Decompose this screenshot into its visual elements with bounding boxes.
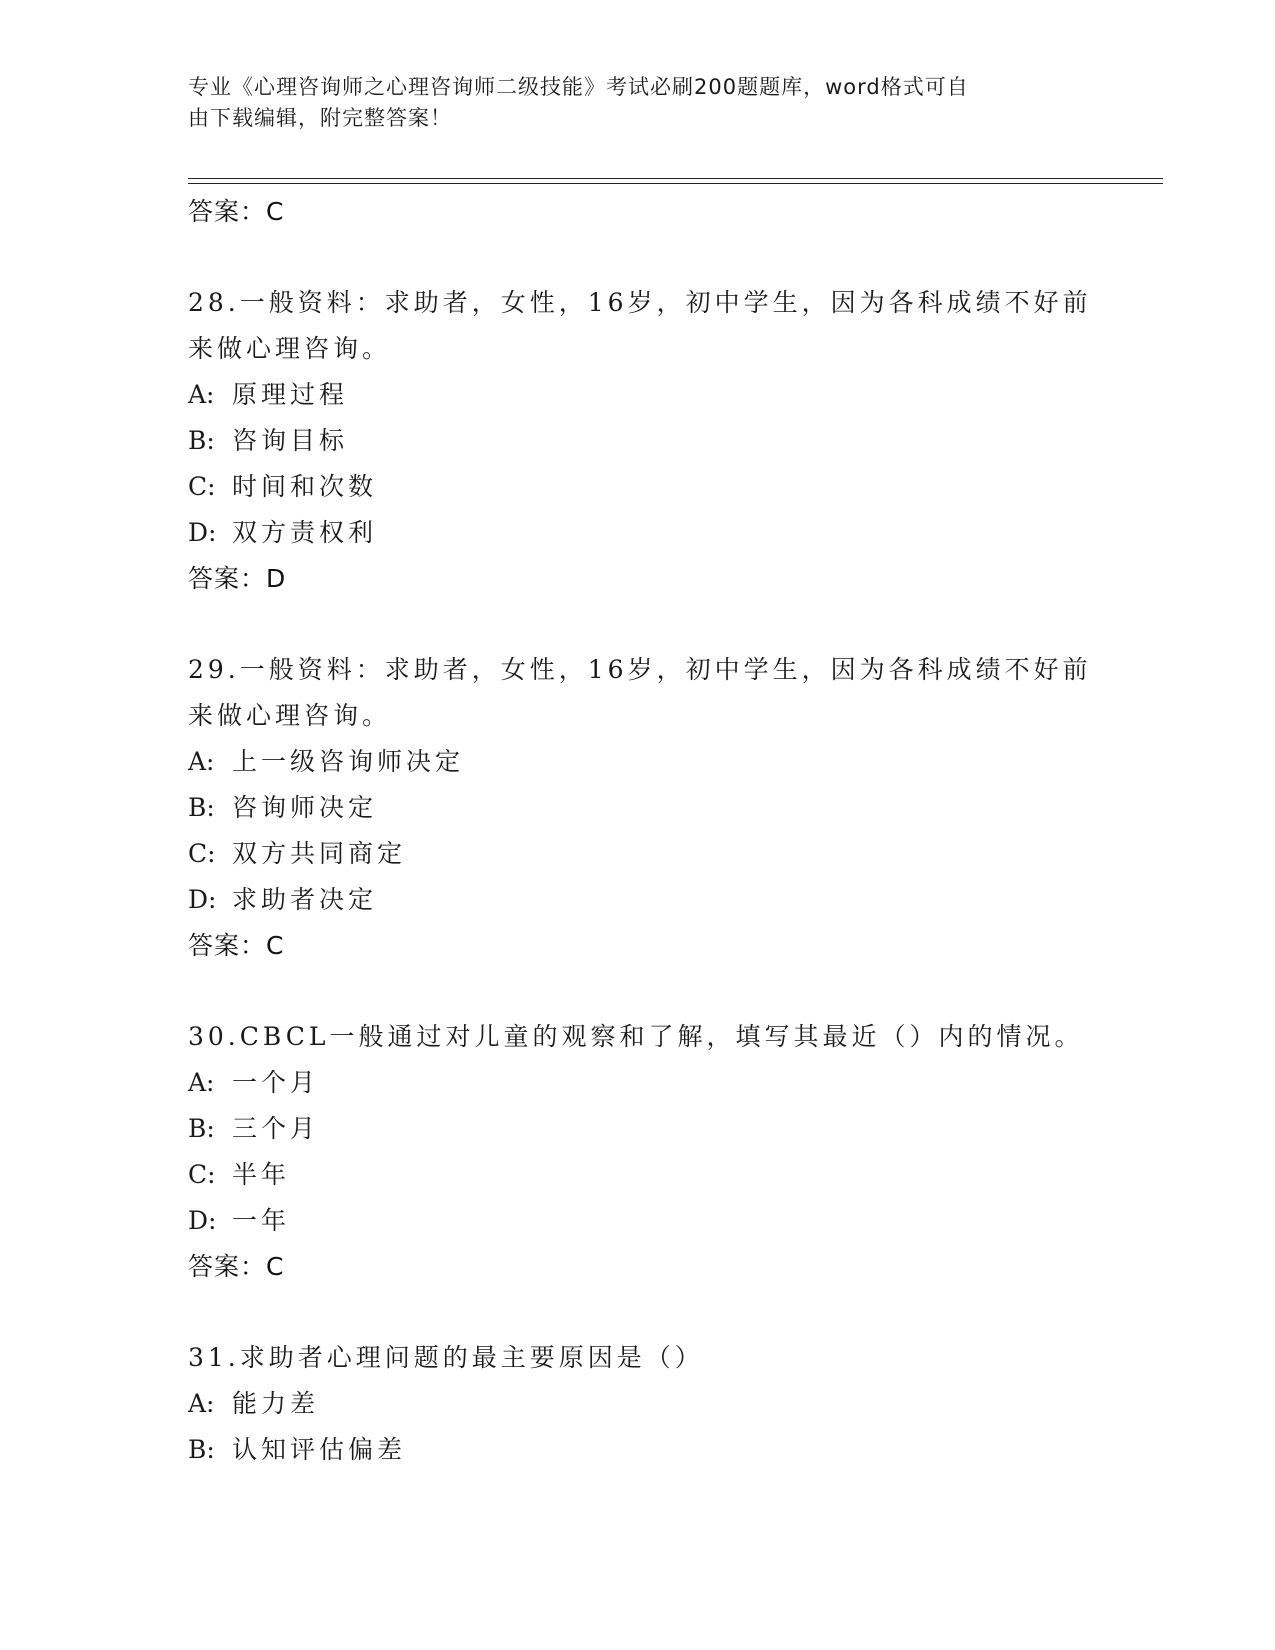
spacer xyxy=(188,1290,1088,1335)
spacer xyxy=(188,602,1088,647)
header-line-2: 由下载编辑，附完整答案！ xyxy=(188,106,452,130)
option-d xyxy=(188,1198,1088,1244)
option-b xyxy=(188,418,1088,464)
option-b xyxy=(188,785,1088,831)
option-text: 上一级咨询师决定 xyxy=(232,747,465,776)
question-text: 30.CBCL一般通过对儿童的观察和了解，填写其最近（）内的情况。 xyxy=(188,1022,1084,1051)
answer-line: 答案：D xyxy=(188,564,287,593)
spacer xyxy=(188,235,1088,280)
option-text: 求助者决定 xyxy=(232,885,378,914)
answer-line: 答案：C xyxy=(188,197,285,226)
question-list xyxy=(188,189,1092,1473)
option-label: A: xyxy=(188,1389,215,1418)
question-text: 29.一般资料：求助者，女性，16岁，初中学生，因为各科成绩不好前 xyxy=(188,655,1092,684)
option-text: 一个月 xyxy=(232,1068,320,1097)
option-text: 认知评估偏差 xyxy=(232,1435,407,1464)
option-a xyxy=(188,1060,1088,1106)
option-c xyxy=(188,464,1088,510)
answer-line: 答案：C xyxy=(188,1252,285,1281)
option-a xyxy=(188,372,1088,418)
question-text: 来做心理咨询。 xyxy=(188,334,392,363)
option-d xyxy=(188,877,1088,923)
option-text: 三个月 xyxy=(232,1114,320,1143)
option-c xyxy=(188,1152,1088,1198)
option-text: 时间和次数 xyxy=(232,472,378,501)
header-line-1: 专业《心理咨询师之心理咨询师二级技能》考试必刷200题题库，word格式可自 xyxy=(188,75,969,99)
header-divider-bottom xyxy=(188,183,1163,184)
option-b xyxy=(188,1106,1088,1152)
spacer xyxy=(188,969,1088,1014)
option-text: 能力差 xyxy=(232,1389,320,1418)
option-label: C: xyxy=(188,839,216,868)
option-text: 咨询目标 xyxy=(232,426,349,455)
question-text: 31.求助者心理问题的最主要原因是（） xyxy=(188,1343,704,1372)
option-label: B: xyxy=(188,793,215,822)
option-text: 一年 xyxy=(232,1206,291,1235)
question-text: 来做心理咨询。 xyxy=(188,701,392,730)
option-label: A: xyxy=(188,747,215,776)
option-c xyxy=(188,831,1088,877)
option-label: B: xyxy=(188,426,215,455)
option-text: 原理过程 xyxy=(232,380,349,409)
header-divider-top xyxy=(188,178,1163,179)
question-text: 28.一般资料：求助者，女性，16岁，初中学生，因为各科成绩不好前 xyxy=(188,288,1092,317)
question-block xyxy=(188,1335,1088,1473)
option-label: C: xyxy=(188,1160,216,1189)
option-label: A: xyxy=(188,1068,215,1097)
option-b xyxy=(188,1427,1088,1473)
option-label: D: xyxy=(188,885,217,914)
option-text: 咨询师决定 xyxy=(232,793,378,822)
option-label: B: xyxy=(188,1435,215,1464)
option-d xyxy=(188,510,1088,556)
option-label: D: xyxy=(188,1206,217,1235)
question-block xyxy=(188,280,1092,602)
question-block xyxy=(188,1014,1088,1290)
answer-line: 答案：C xyxy=(188,931,285,960)
option-text: 双方责权利 xyxy=(232,518,378,547)
option-text: 双方共同商定 xyxy=(232,839,407,868)
document-header xyxy=(188,72,1078,134)
question-block xyxy=(188,647,1092,969)
option-label: D: xyxy=(188,518,217,547)
option-label: C: xyxy=(188,472,216,501)
option-label: B: xyxy=(188,1114,215,1143)
option-a xyxy=(188,1381,1088,1427)
option-text: 半年 xyxy=(232,1160,291,1189)
option-a xyxy=(188,739,1088,785)
option-label: A: xyxy=(188,380,215,409)
